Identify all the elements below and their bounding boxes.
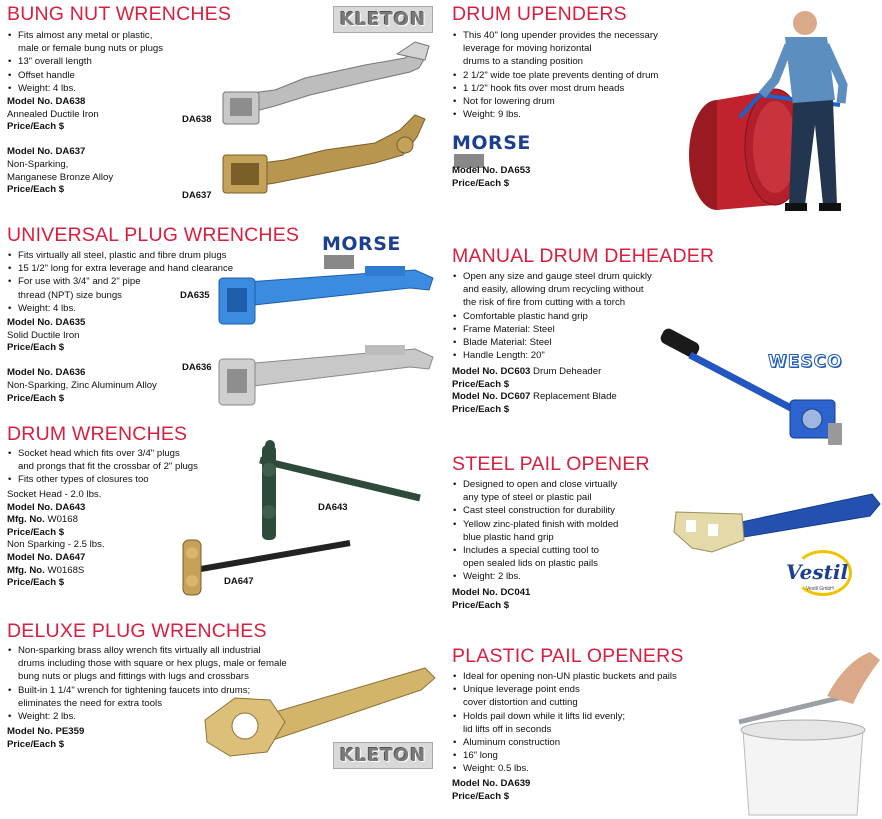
morse-logo-upender	[452, 132, 564, 154]
universal-plug-model-info	[7, 317, 157, 405]
bullet-item: • 15 1/2" long for extra leverage and hand clearance	[7, 262, 233, 275]
bullet-item: any type of steel or plastic pail	[463, 492, 592, 504]
bullet-item: • Includes a special cutting tool to	[452, 544, 618, 557]
model-info-text: Model No. DA653	[452, 165, 531, 176]
model-info-line	[452, 178, 530, 191]
bullet-item: • Built-in 1 1/4" wrench for tightening faucets into drums;	[7, 684, 287, 697]
model-info-line	[7, 355, 157, 368]
steel-pail-bullets	[452, 478, 618, 584]
bullet-item: bung nuts or plugs and fittings with lugs and crossbars	[18, 671, 249, 683]
plastic-pail-bullets	[452, 670, 677, 776]
model-info-text: Price/Each $	[452, 378, 510, 390]
bullet-item: • Weight: 2 lbs.	[452, 570, 618, 583]
model-info-text: Solid Ductile Iron	[7, 329, 80, 341]
bullet-item: • This 40" long upender provides the necessary	[452, 29, 658, 42]
model-info-text: Annealed Ductile Iron	[7, 108, 99, 120]
model-info-text: Non-Sparking, Zinc Aluminum Alloy	[7, 379, 157, 391]
pe359-wrench-image	[195, 660, 445, 775]
bullet-item: • Ideal for opening non-UN plastic buckets and pails	[452, 670, 677, 683]
bullet-item: • 2 1/2" wide toe plate prevents denting of drum	[452, 69, 658, 82]
model-info-line	[452, 791, 530, 804]
bullet-item: • 13" overall length	[7, 55, 163, 68]
model-info-text: Price/Each $	[452, 177, 510, 189]
bullet-item: • Socket head which fits over 3/4" plugs	[7, 447, 198, 460]
da638-label: DA638	[182, 114, 212, 125]
model-info-text: Price/Each $	[7, 342, 65, 354]
model-info-detail: Drum Deheader	[530, 366, 602, 377]
drum-upender-photo	[665, 5, 865, 220]
universal-plug-bullets	[7, 249, 233, 315]
bullet-item: drums to a standing position	[463, 56, 583, 68]
wesco-logo-text: WESCO	[768, 352, 843, 372]
bullet-item: • Designed to open and close virtually	[452, 478, 618, 491]
model-info-text: Price/Each $	[7, 184, 65, 196]
plastic-pail-model-info	[452, 778, 530, 803]
model-info-line	[7, 159, 113, 172]
bullet-item: • Weight: 4 lbs.	[7, 302, 233, 315]
bullet-item: the risk of fire from cutting with a torch	[463, 297, 626, 309]
model-info-line	[7, 342, 157, 355]
morse-logo-text-2: MORSE	[322, 233, 401, 255]
model-info-text: Model No. DA637	[7, 146, 86, 158]
drum-wrenches-model-info	[7, 489, 105, 590]
model-info-line	[7, 121, 113, 134]
bullet-item: • Non-sparking brass alloy wrench fits virtually all industrial	[7, 644, 287, 657]
model-info-text: Mfg. No.	[7, 514, 45, 526]
model-info-text: Model No. DA647	[7, 551, 86, 563]
model-info-text: Model No. DA639	[452, 778, 531, 789]
model-info-line	[7, 172, 113, 185]
da647-wrench-image	[175, 535, 375, 600]
bullet-item: • Not for lowering drum	[452, 95, 658, 108]
vestil-logo-text: Vestil	[786, 560, 849, 584]
steel-pail-title: STEEL PAIL OPENER	[452, 453, 650, 475]
bung-nut-bullets	[7, 29, 163, 95]
model-info-text: Mfg. No.	[7, 564, 45, 576]
kleton-logo-text-2: KLETON	[339, 745, 427, 766]
model-info-line	[7, 184, 113, 197]
model-info-line	[452, 379, 617, 392]
drum-upenders-title: DRUM UPENDERS	[452, 3, 627, 25]
vestil-logo-subtext: Vestil GmbH	[806, 586, 834, 592]
model-info-line	[7, 393, 157, 406]
model-info-text: Price/Each $	[7, 392, 65, 404]
model-info-line	[7, 552, 105, 565]
kleton-logo-text: KLETON	[339, 9, 427, 30]
bullet-item: • Weight: 0.5 lbs.	[452, 762, 677, 775]
bullet-item: • Frame Material: Steel	[452, 323, 652, 336]
bullet-item: • Blade Material: Steel	[452, 336, 652, 349]
deluxe-plug-model-info	[7, 726, 84, 751]
bullet-item: • 16" long	[452, 749, 677, 762]
bullet-item: blue plastic hand grip	[463, 531, 554, 543]
bullet-item: eliminates the need for extra tools	[18, 697, 162, 709]
drum-upenders-model-info	[452, 165, 530, 190]
model-info-text: Model No. DA643	[7, 501, 86, 513]
drum-wrenches-title: DRUM WRENCHES	[7, 423, 188, 445]
bullet-item: • Aluminum construction	[452, 736, 677, 749]
da643-label: DA643	[318, 502, 348, 513]
model-info-line	[452, 587, 530, 600]
model-info-text: Socket Head - 2.0 lbs.	[7, 489, 102, 500]
bullet-item: lid lifts off in seconds	[463, 723, 552, 735]
bullet-item: • Weight: 4 lbs.	[7, 82, 163, 95]
model-info-text: Non-Sparking,	[7, 158, 69, 170]
bullet-item: • Weight: 2 lbs.	[7, 710, 287, 723]
model-info-line	[7, 527, 105, 540]
model-info-line	[7, 489, 105, 502]
model-info-line	[7, 96, 113, 109]
model-info-line	[452, 778, 530, 791]
da643-wrench-image	[250, 440, 450, 550]
model-info-line	[7, 146, 113, 159]
bullet-item: • Handle Length: 20"	[452, 349, 652, 362]
da647-label: DA647	[224, 576, 254, 587]
bullet-item: • Open any size and gauge steel drum quickly	[452, 270, 652, 283]
da635-wrench-image	[215, 258, 440, 333]
model-info-line	[7, 502, 105, 515]
model-info-line	[452, 404, 617, 417]
da636-label: DA636	[182, 362, 212, 373]
model-info-line	[7, 330, 157, 343]
drum-wrenches-bullets	[7, 447, 198, 487]
bullet-item: leverage for moving horizontal	[463, 43, 592, 55]
model-info-line	[452, 165, 530, 178]
bullet-item: • Yellow zinc-plated finish with molded	[452, 518, 618, 531]
model-info-text: Model No. PE359	[7, 726, 85, 737]
model-info-text: Price/Each $	[452, 599, 510, 611]
model-info-line	[7, 134, 113, 147]
model-info-line	[7, 739, 84, 752]
bullet-item: • Fits virtually all steel, plastic and fibre drum plugs	[7, 249, 233, 262]
deheader-tool-image	[660, 335, 850, 450]
model-info-text: Model No. DA638	[7, 96, 86, 107]
plastic-pail-title: PLASTIC PAIL OPENERS	[452, 645, 684, 667]
bullet-item: • Weight: 9 lbs.	[452, 108, 658, 121]
model-info-line	[7, 539, 105, 552]
model-info-detail: W0168	[44, 514, 78, 526]
model-info-line	[7, 577, 105, 590]
drum-upenders-bullets	[452, 29, 658, 121]
steel-pail-model-info	[452, 587, 530, 612]
model-info-text: Manganese Bronze Alloy	[7, 171, 114, 183]
bung-nut-model-info	[7, 96, 113, 197]
universal-plug-title: UNIVERSAL PLUG WRENCHES	[7, 224, 300, 246]
da637-label: DA637	[182, 190, 212, 201]
bullet-item: • Holds pail down while it lifts lid evenly;	[452, 710, 677, 723]
model-info-line	[7, 109, 113, 122]
plastic-pail-photo	[735, 652, 880, 817]
model-info-line	[452, 600, 530, 613]
model-info-text: Model No. DA635	[7, 317, 86, 328]
model-info-detail: W0168S	[44, 564, 85, 576]
model-info-line	[452, 366, 617, 379]
model-info-text: Model No. DC603	[452, 366, 531, 377]
model-info-text: Model No. DC041	[452, 587, 531, 598]
bullet-item: cover distortion and cutting	[463, 697, 578, 709]
bung-nut-title: BUNG NUT WRENCHES	[7, 3, 232, 25]
model-info-line	[7, 380, 157, 393]
da637-wrench-image	[215, 115, 445, 210]
model-info-text: Price/Each $	[7, 526, 65, 538]
bullet-item: • Offset handle	[7, 69, 163, 82]
deheader-title: MANUAL DRUM DEHEADER	[452, 245, 715, 267]
model-info-detail: Replacement Blade	[530, 391, 617, 403]
model-info-text: Price/Each $	[7, 121, 65, 133]
model-info-text: Price/Each $	[452, 790, 510, 802]
model-info-line	[7, 565, 105, 578]
model-info-text: Price/Each $	[452, 403, 510, 415]
model-info-line	[7, 317, 157, 330]
bullet-item: • Unique leverage point ends	[452, 683, 677, 696]
bullet-item: thread (NPT) size bungs	[18, 289, 122, 301]
model-info-line	[7, 367, 157, 380]
kleton-logo	[333, 6, 433, 33]
model-info-line	[7, 514, 105, 527]
model-info-text: Non Sparking - 2.5 lbs.	[7, 539, 105, 551]
morse-logo-universal	[322, 233, 434, 255]
bullet-item: open sealed lids on plastic pails	[463, 558, 598, 570]
model-info-line	[7, 726, 84, 739]
vestil-logo	[786, 550, 856, 594]
bullet-item: • Fits other types of closures too	[7, 473, 198, 486]
bullet-item: • 1 1/2" hook fits over most drum heads	[452, 82, 658, 95]
bullet-item: • Fits almost any metal or plastic,	[7, 29, 163, 42]
model-info-text: Model No. DA636	[7, 367, 86, 379]
morse-logo-text: MORSE	[452, 132, 531, 154]
bullet-item: • For use with 3/4" and 2" pipe	[7, 275, 233, 288]
model-info-text: Model No. DC607	[452, 391, 531, 403]
deheader-model-info	[452, 366, 617, 416]
bullet-item: and prongs that fit the crossbar of 2" plugs	[18, 461, 198, 473]
deheader-bullets	[452, 270, 652, 362]
model-info-text: Price/Each $	[7, 577, 65, 589]
model-info-line	[452, 391, 617, 404]
deluxe-plug-title: DELUXE PLUG WRENCHES	[7, 620, 267, 642]
da635-label: DA635	[180, 290, 210, 301]
bullet-item: male or female bung nuts or plugs	[18, 43, 164, 55]
bullet-item: and easily, allowing drum recycling without	[463, 284, 644, 296]
da636-wrench-image	[215, 335, 440, 410]
model-info-text: Price/Each $	[7, 738, 65, 750]
bullet-item: • Comfortable plastic hand grip	[452, 310, 652, 323]
bullet-item: • Cast steel construction for durability	[452, 504, 618, 517]
bullet-item: drums including those with square or hex plugs, male or female	[18, 658, 287, 670]
